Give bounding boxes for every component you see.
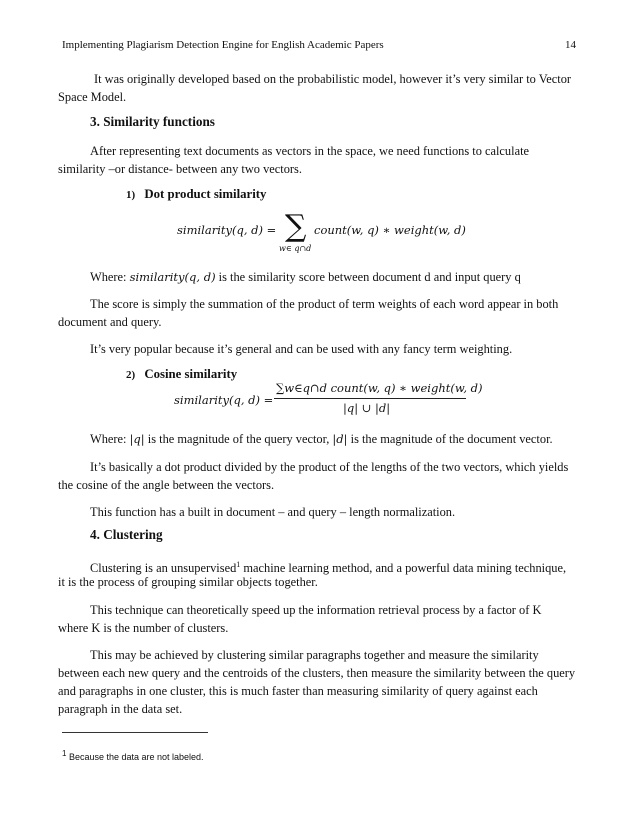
footnote-reference: 1 [236,560,241,569]
cosine-para3: This function has a built in document – and query – length normalization. [90,505,456,519]
where-label: Where: [90,432,130,446]
clustering-para3-line-1: This may be achieved by clustering similar paragraphs together and measure the similarity [90,648,539,662]
where-math-d: |d| [332,432,348,446]
cosine-formula-numerator: ∑w∈q∩d count(w, q) ∗ weight(w, d) [276,381,483,395]
where-math-q: |q| [129,432,145,446]
intro-line-1: It was originally developed based on the probabilistic model, however it’s very similar to Vector [94,72,572,86]
clustering-para3-line-2: between each new query and the centroids of the clusters, then measure the similarity between the query [58,666,576,680]
footnote-text: Because the data are not labeled. [66,752,204,762]
subheading-cosine [126,367,237,382]
cosine-where-line [90,430,553,448]
dot-formula-lhs: similarity(q, d) = [177,223,277,237]
subheading-text: Dot product similarity [144,187,267,201]
section3-para-line-1: After representing text documents as vectors in the space, we need functions to calculate [90,144,530,158]
where-description: is the similarity score between document d and input query q [215,270,521,284]
dot-formula-rhs: count(w, q) ∗ weight(w, d) [314,223,466,237]
subheading-number: 1) [126,189,136,201]
clustering-text-b: machine learning method, and a powerful data mining technique, [240,561,567,576]
footnote-marker: 1 [62,749,67,758]
cosine-formula-lhs: similarity(q, d) = [174,393,274,407]
page-number: 14 [565,39,576,51]
dot-para2-line-1: The score is simply the summation of the product of term weights of each word appear in both [90,297,559,311]
dot-para2-line-2: document and query. [58,315,162,329]
dot-formula-sum-index: w∈ q∩d [279,244,312,253]
intro-line-2: Space Model. [58,90,127,104]
clustering-para3-line-4: paragraph in the data set. [58,702,183,716]
subheading-dot-product [126,187,266,202]
clustering-text-a: Clustering is an unsupervised [90,561,237,576]
dot-where-line [90,268,521,286]
subheading-number: 2) [126,369,136,381]
clustering-para2-line-1: This technique can theoretically speed up the information retrieval process by a factor of K [90,603,542,617]
where-middle: is the magnitude of the query vector, [144,432,333,446]
section3-para-line-2: similarity –or distance- between any two vectors. [58,162,302,176]
dot-formula-sigma: ∑ [285,209,307,244]
clustering-para1-line-2: it is the process of grouping similar objects together. [58,575,318,589]
where-description: is the magnitude of the document vector. [347,432,553,446]
section-heading-clustering: 4. Clustering [90,527,163,542]
section-heading-similarity-functions: 3. Similarity functions [90,114,215,129]
dot-para3: It’s very popular because it’s general and can be used with any fancy term weighting. [90,342,513,356]
where-label: Where: [90,270,130,284]
footnote-rule [62,732,208,733]
clustering-para3-line-3: and paragraphs in one cluster, this is much faster than measuring similarity of query against each [58,684,538,698]
cosine-para2-line-2: the cosine of the angle between the vectors. [58,478,275,492]
cosine-formula-denominator: |q| ∪ |d| [343,401,391,415]
running-header: Implementing Plagiarism Detection Engine for English Academic Papers [62,39,384,51]
subheading-text: Cosine similarity [144,367,238,381]
where-math: similarity(q, d) [129,270,216,284]
footnote [62,749,204,762]
fraction-bar [274,398,466,399]
cosine-para2-line-1: It’s basically a dot product divided by the product of the lengths of the two vectors, which yields [90,460,569,474]
clustering-para2-line-2: where K is the number of clusters. [58,621,229,635]
